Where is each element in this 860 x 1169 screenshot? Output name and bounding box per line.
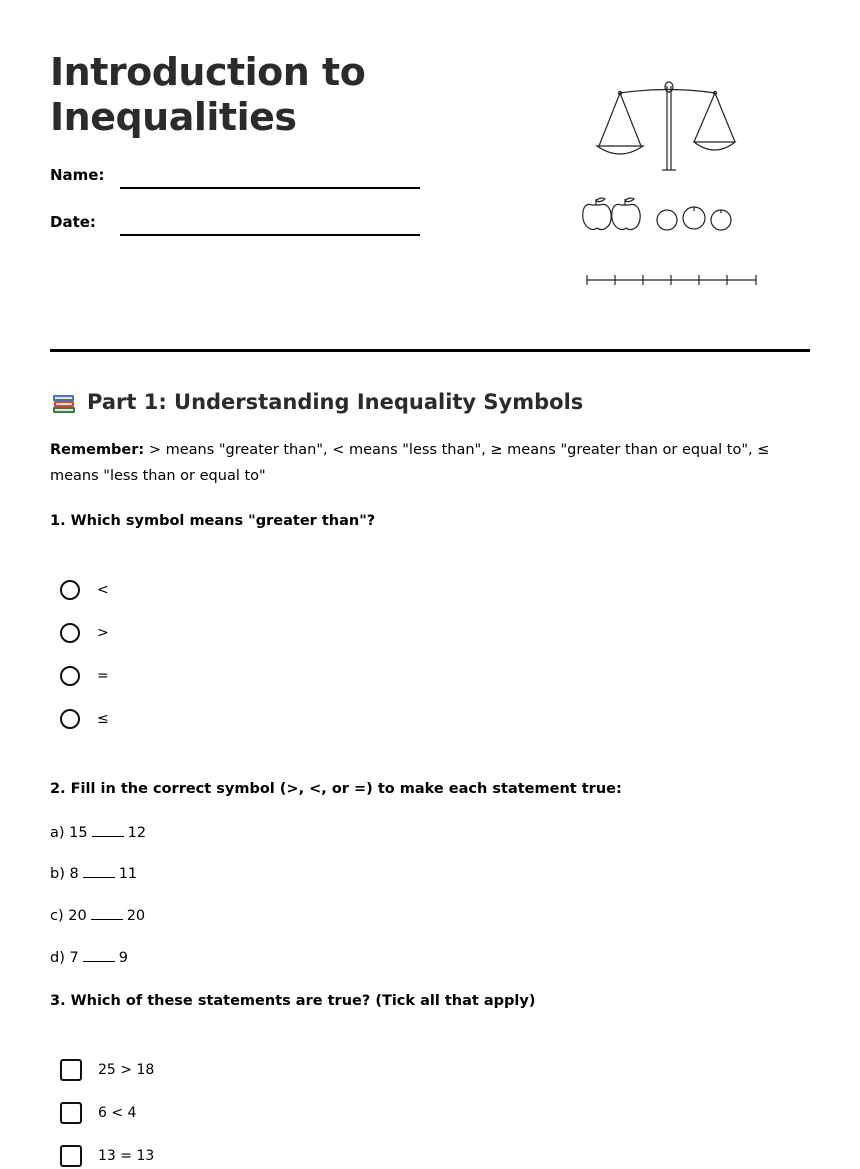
- date-field[interactable]: [120, 234, 420, 236]
- worksheet-title: Introduction to Inequalities: [50, 50, 366, 139]
- q3-option-2[interactable]: [60, 1100, 136, 1126]
- remember-text: > means "greater than", < means "less than", ≥ means "greater than or equal to", ≤ means "less than or equal to": [50, 442, 770, 484]
- q1-option-3[interactable]: [60, 663, 109, 689]
- name-field[interactable]: [120, 187, 420, 189]
- answer-blank[interactable]: [92, 823, 124, 837]
- q2-item-suffix: 20: [126, 908, 146, 924]
- q3-option-label: 13 = 13: [98, 1148, 155, 1164]
- q2-item-b: [50, 864, 137, 882]
- checkbox[interactable]: [60, 1102, 82, 1124]
- number-line-icon: [587, 275, 756, 285]
- q2-item-suffix: 11: [118, 866, 138, 882]
- answer-blank[interactable]: [91, 906, 123, 920]
- q1-option-label: >: [97, 625, 109, 641]
- name-label: Name:: [50, 166, 105, 184]
- q1-option-4[interactable]: [60, 706, 109, 732]
- answer-blank[interactable]: [83, 948, 115, 962]
- q2-item-suffix: 12: [127, 825, 147, 841]
- header-illustration: [575, 78, 775, 298]
- q1-option-label: <: [97, 582, 109, 598]
- q3-option-3[interactable]: [60, 1143, 154, 1169]
- question-3: 3. Which of these statements are true? (Tick all that apply): [50, 993, 536, 1009]
- radio-button[interactable]: [60, 623, 80, 643]
- q2-item-a: [50, 823, 146, 841]
- q3-option-label: 6 < 4: [98, 1105, 137, 1121]
- q2-item-d: [50, 948, 128, 966]
- part1-heading: [50, 388, 583, 416]
- balance-scale-icon: [597, 82, 735, 170]
- books-icon: [50, 388, 78, 416]
- radio-button[interactable]: [60, 580, 80, 600]
- checkbox[interactable]: [60, 1059, 82, 1081]
- q2-item-c: [50, 906, 145, 924]
- q2-item-prefix: d) 7: [50, 950, 79, 966]
- part1-title: Part 1: Understanding Inequality Symbols: [87, 390, 584, 414]
- q2-item-prefix: c) 20: [50, 908, 87, 924]
- answer-blank[interactable]: [83, 864, 115, 878]
- q2-item-prefix: b) 8: [50, 866, 79, 882]
- question-1: 1. Which symbol means "greater than"?: [50, 513, 376, 529]
- date-label: Date:: [50, 213, 96, 231]
- radio-button[interactable]: [60, 666, 80, 686]
- q1-option-label: ≤: [97, 711, 109, 727]
- question-2: 2. Fill in the correct symbol (>, <, or =) to make each statement true:: [50, 781, 622, 797]
- apples-icon: [583, 198, 731, 230]
- q1-option-label: =: [97, 668, 109, 684]
- q1-option-1[interactable]: [60, 577, 109, 603]
- q3-option-1[interactable]: [60, 1057, 154, 1083]
- q3-option-label: 25 > 18: [98, 1062, 155, 1078]
- checkbox[interactable]: [60, 1145, 82, 1167]
- q2-item-prefix: a) 15: [50, 825, 88, 841]
- remember-label: Remember:: [50, 442, 145, 458]
- q2-item-suffix: 9: [118, 950, 128, 966]
- remember-note: [50, 437, 810, 489]
- q1-option-2[interactable]: [60, 620, 109, 646]
- radio-button[interactable]: [60, 709, 80, 729]
- section-divider: [50, 349, 810, 352]
